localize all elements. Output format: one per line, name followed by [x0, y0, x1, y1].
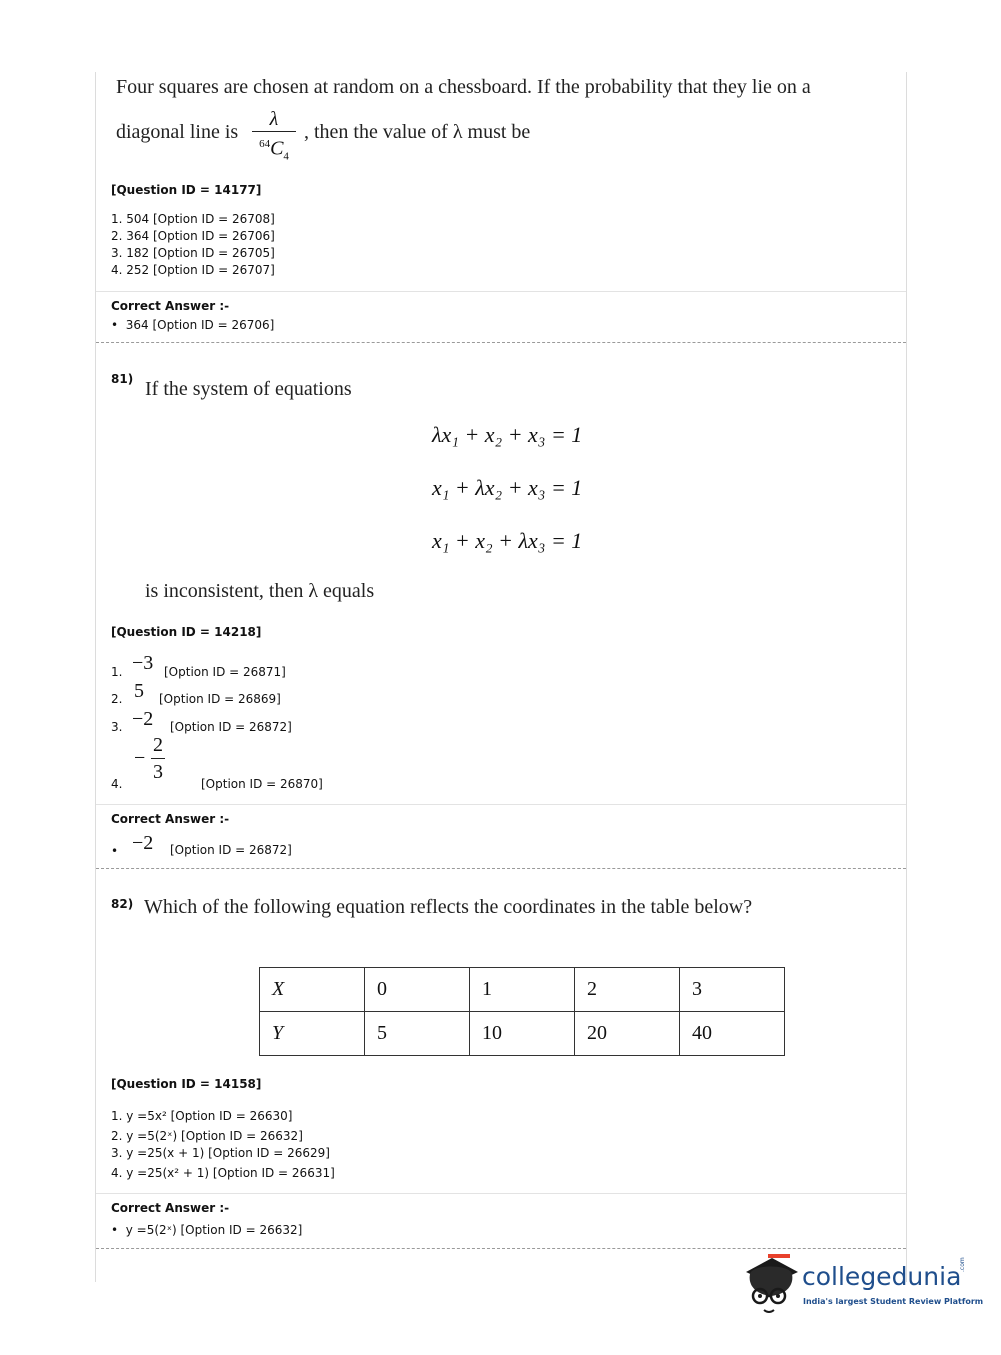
q81-option-2-id: [Option ID = 26869] [159, 692, 281, 706]
q81-outro: is inconsistent, then λ equals [145, 580, 375, 602]
q81-option-3-num: 3. [111, 720, 123, 734]
q82-option-2: 2. y =5(2ˣ) [Option ID = 26632] [111, 1129, 303, 1143]
q81-number: 81) [111, 372, 134, 386]
q81-equation-2: x₁ + λx₂ + x₃ = 1 [432, 475, 583, 500]
q82-correct-text: y =5(2ˣ) [Option ID = 26632] [125, 1223, 303, 1237]
q82-question-id: [Question ID = 14158] [111, 1077, 262, 1091]
collegedunia-logo [742, 1250, 984, 1320]
q81-option-2-num: 2. [111, 692, 123, 706]
q81-option-3-value: −2 [132, 708, 154, 730]
q82-correct-answer [111, 1223, 302, 1237]
table-cell: 10 [470, 1012, 575, 1056]
q81-correct-value: −2 [132, 832, 154, 854]
table-cell: 20 [575, 1012, 680, 1056]
q80-fraction [252, 108, 296, 169]
q80-option-4: 4. 252 [Option ID = 26707] [111, 263, 275, 277]
q80-text-line1: Four squares are chosen at random on a chessboard. If the probability that they lie on a [116, 76, 811, 98]
bullet-icon: • [111, 1223, 126, 1237]
q82-option-1: 1. y =5x² [Option ID = 26630] [111, 1109, 293, 1123]
q81-option-1-value: −3 [132, 652, 154, 674]
table-cell-header-x: X [260, 968, 365, 1012]
q81-correct-label: Correct Answer :- [111, 812, 230, 826]
q80-option-1: 1. 504 [Option ID = 26708] [111, 212, 275, 226]
q81-intro: If the system of equations [145, 378, 352, 400]
q81-option-4-num: 4. [111, 777, 123, 791]
q80-text-line2a: diagonal line is [116, 121, 239, 143]
q81-option-3-id: [Option ID = 26872] [170, 720, 292, 734]
q81-option-1-num: 1. [111, 665, 123, 679]
q81-equation-3: x₁ + x₂ + λx₃ = 1 [432, 528, 583, 553]
q81-option-4-id: [Option ID = 26870] [201, 777, 323, 791]
q82-correct-label: Correct Answer :- [111, 1201, 230, 1215]
q81-correct-id: [Option ID = 26872] [170, 843, 292, 857]
fraction-denominator: 3 [153, 761, 163, 783]
q82-text: Which of the following equation reflects the coordinates in the table below? [144, 896, 753, 918]
mascot-icon [742, 1250, 800, 1320]
table-cell-header-y: Y [260, 1012, 365, 1056]
table-cell: 3 [680, 968, 785, 1012]
q80-option-2: 2. 364 [Option ID = 26706] [111, 229, 275, 243]
q81-equation-1: λx₁ + x₂ + x₃ = 1 [432, 422, 583, 447]
fraction-den-sub: 4 [283, 150, 289, 163]
q81-option-2-value: 5 [134, 680, 144, 702]
fraction-denominator [252, 132, 296, 169]
logo-tagline: India's largest Student Review Platform [803, 1297, 984, 1306]
question-page [95, 72, 907, 1282]
q81-question-id: [Question ID = 14218] [111, 625, 262, 639]
fraction-numerator: λ [269, 108, 279, 130]
table-row [260, 968, 785, 1012]
table-cell: 1 [470, 968, 575, 1012]
fraction-numerator: 2 [153, 734, 163, 756]
q80-correct-text: 364 [Option ID = 26706] [125, 318, 275, 332]
table-cell: 2 [575, 968, 680, 1012]
table-cell: 5 [365, 1012, 470, 1056]
q80-text-line2b: , then the value of λ must be [304, 121, 531, 143]
table-cell: 40 [680, 1012, 785, 1056]
logo-suffix: .com [959, 1257, 966, 1272]
q80-option-3: 3. 182 [Option ID = 26705] [111, 246, 275, 260]
q80-correct-answer [111, 318, 274, 332]
logo-wordmark: collegedunia [802, 1262, 962, 1291]
table-cell: 0 [365, 968, 470, 1012]
table-row [260, 1012, 785, 1056]
coordinates-table [259, 967, 785, 1056]
fraction-den-letter: C [270, 137, 284, 160]
fraction-den-sup: 64 [259, 138, 271, 150]
bullet-icon: • [111, 318, 126, 332]
q82-option-4: 4. y =25(x² + 1) [Option ID = 26631] [111, 1166, 335, 1180]
q80-correct-label: Correct Answer :- [111, 299, 230, 313]
q81-option-4-fraction [151, 734, 165, 783]
q80-question-id: [Question ID = 14177] [111, 183, 262, 197]
bullet-icon: • [111, 844, 119, 858]
q82-number: 82) [111, 897, 134, 911]
q82-option-3: 3. y =25(x + 1) [Option ID = 26629] [111, 1146, 330, 1160]
q81-option-4-sign: − [134, 747, 146, 769]
q81-option-1-id: [Option ID = 26871] [164, 665, 286, 679]
